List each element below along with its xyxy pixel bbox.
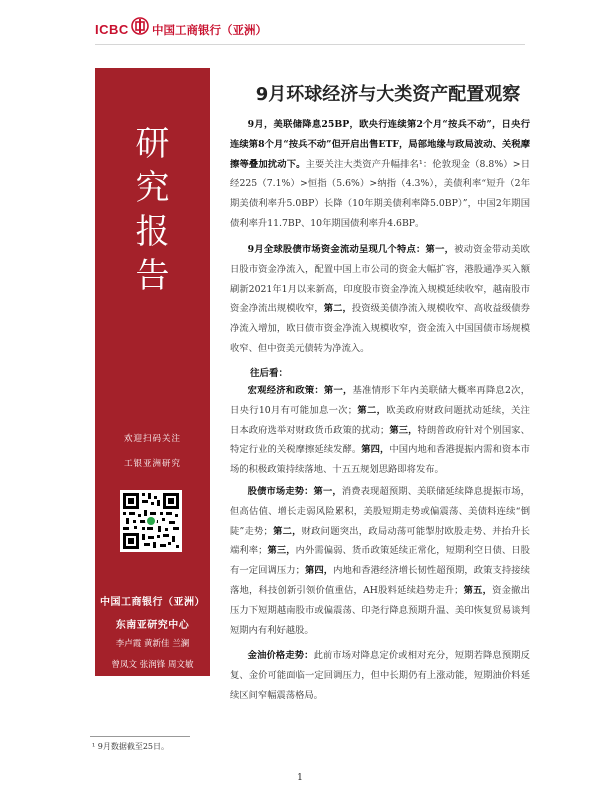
macro-lead-2: 第二， xyxy=(357,404,387,416)
footnote-divider xyxy=(90,736,190,737)
macro-text-3: 特朗普政府针对个别国家、特定行业的关税摩擦延续发酵。 xyxy=(230,424,530,456)
author-line: 曾凤文 张润锋 周文敏 xyxy=(111,660,194,670)
summary-paragraph xyxy=(230,115,530,234)
gold-oil-text: 此前市场对降息定价或相对充分，短期若降息预期反复、金价可能面临一定回调压力，但中长期仍有上涨动能，短期油价料延续区间窄幅震荡格局。 xyxy=(230,650,530,701)
market-trend-paragraph xyxy=(230,482,530,640)
market-lead-4: 第四， xyxy=(304,565,334,577)
fund-flow-text-2: 投资级美债净流入规模收窄、高收益级债券净流入增加，欧日债市资金净流入规模收窄，资金流入中国国债市场规模收窄、但中资美元债转为净流入。 xyxy=(230,303,530,354)
macro-lead-1: 宏观经济和政策：第一， xyxy=(247,385,353,396)
qr-code-icon[interactable] xyxy=(120,490,182,552)
macro-policy-paragraph xyxy=(230,381,530,480)
fund-flow-text-1: 被动资金带动美欧日股市资金净流入，配置中国上市公司的资金大幅扩容，港股通净买入额刷新2021年1月以来新高，印度股市资金净流入规模延续收窄，越南股市资金净流出规模收窄， xyxy=(230,244,530,315)
fund-flow-paragraph xyxy=(230,240,530,359)
footnote: ¹ 9月数据截至25日。 xyxy=(92,742,170,751)
macro-text-2: 欧美政府财政问题扰动延续，关注日本政府选举对财政货币政策的扰动； xyxy=(230,404,530,436)
research-center-name: 东南亚研究中心 xyxy=(115,620,190,631)
market-lead-2: 第二， xyxy=(272,525,302,537)
sidebar-panel xyxy=(95,68,210,691)
author-line: 王靖雯 杨娇 杨金婷 xyxy=(115,681,190,691)
header-divider xyxy=(95,44,525,45)
macro-lead-3: 第三， xyxy=(389,424,418,436)
report-title: 9月环球经济与大类资产配置观察 xyxy=(255,84,521,105)
summary-lead: 9月，美联储降息25BP，欧央行连续第2个月“按兵不动”，日央行连续第8个月“按兵不动”但开启出售ETF，局部地缘与政局波动、关税摩擦等叠加扰动下。 xyxy=(230,119,530,170)
outlook-heading: 往后看： xyxy=(250,368,289,379)
org-name: 中国工商银行（亚洲） xyxy=(100,597,205,608)
macro-text-4: 中国内地和香港提振内需和资本市场的积极政策持续落地、十五五规划思路即将发布。 xyxy=(230,444,530,476)
market-lead-1: 股债市场走势：第一， xyxy=(247,486,342,497)
page-number: 1 xyxy=(297,773,303,783)
follow-text: 欢迎扫码关注 xyxy=(123,434,181,444)
market-text-2: 财政问题突出，政局动荡可能掣肘欧股走势、并抬升长端利率； xyxy=(230,525,530,557)
market-text-1: 消费表现超预期、美联储延续降息提振市场，但高估值、增长走弱风险累积，美股短期走势或偏震荡、美债料连续“倒陡”走势； xyxy=(230,486,530,537)
sidebar-title-char: 究 xyxy=(135,168,170,208)
market-lead-3: 第三， xyxy=(267,545,296,557)
gold-oil-lead: 金油价格走势： xyxy=(247,650,314,661)
summary-text: 主要关注大类资产升幅排名¹：伦敦现金（8.8%）>日经225（7.1%）>恒指（5.6%）>纳指（4.3%），美债利率“短升（2年期美债利率升5.0BP）长降（10年期美债利率降5.0BP）”，中国2年期国债利率升11.7BP、10年期国债利率升4.6BP。 xyxy=(230,158,530,229)
icbc-logo-icon xyxy=(131,17,149,35)
market-text-4: 内地和香港经济增长韧性超预期，政策支持接续落地，科技创新引领价值重估，AH股料延续趋势走升； xyxy=(230,565,530,596)
macro-text-1: 基准情形下年内美联储大概率再降息2次，日央行10月有可能加息一次； xyxy=(230,385,530,416)
market-text-5: 资金撤出压力下短期越南股市或偏震荡、印尧行降息预期升温、美印恢复贸易谈判短期内有利好越股。 xyxy=(230,584,530,636)
wechat-name: 工银亚洲研究 xyxy=(123,459,181,469)
logo-cn-text: 中国工商银行（亚洲） xyxy=(152,23,267,37)
page-header xyxy=(0,0,600,46)
fund-flow-lead: 9月全球股债市场资金流动呈现几个特点：第一， xyxy=(247,244,455,255)
sidebar-title-char: 研 xyxy=(135,124,170,164)
author-line: 李卢霞 黄新佳 兰澜 xyxy=(115,639,190,649)
author-list xyxy=(95,634,210,697)
gold-oil-paragraph xyxy=(230,646,530,705)
logo-en-text: ICBC xyxy=(95,22,129,37)
macro-lead-4: 第四， xyxy=(361,444,390,456)
sidebar-title-char: 报 xyxy=(135,212,170,252)
market-lead-5: 第五， xyxy=(463,584,493,596)
market-text-3: 内外需偏弱、货币政策延续正常化，短期利空日债、日股有一定回调压力； xyxy=(230,545,530,577)
sidebar-title-char: 告 xyxy=(135,256,170,296)
fund-flow-lead-2: 第二， xyxy=(323,303,352,315)
